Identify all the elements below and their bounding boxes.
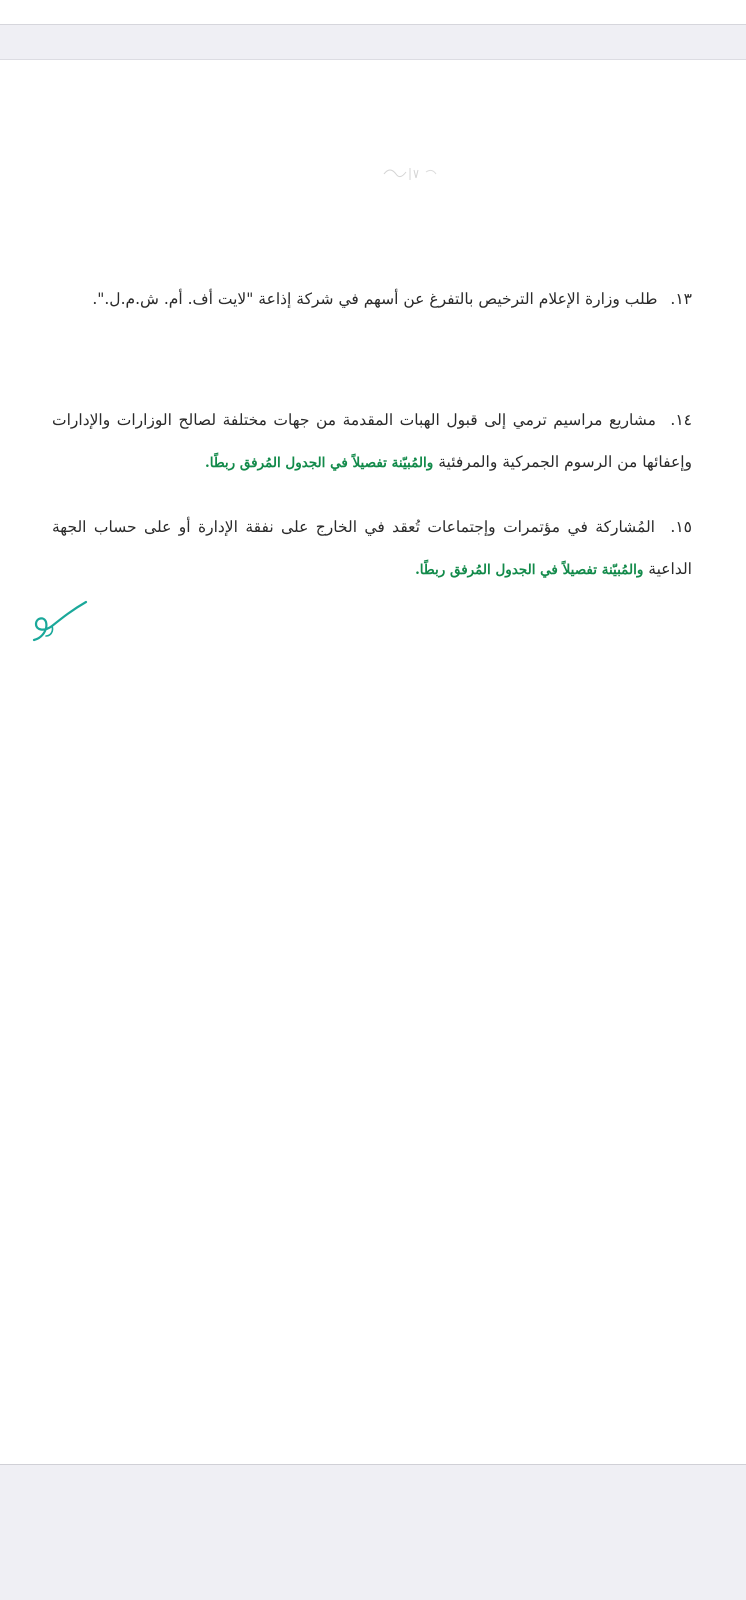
item-text: طلب وزارة الإعلام الترخيص بالتفرغ عن أسهم في شركة إذاعة "لايت أف. أم. ش.م.ل.".	[92, 290, 658, 308]
item-highlight: والمُبيّنة تفصيلاً في الجدول المُرفق ربطًا.	[415, 562, 644, 578]
item-text: مشاريع مراسيم ترمي إلى قبول الهبات المقدمة من جهات مختلفة لصالح الوزارات والإدارات وإعفائها من الرسوم الجمركية والمرفئية	[52, 411, 692, 471]
document-page	[0, 59, 746, 1465]
list-item-14	[52, 399, 692, 484]
item-number: ١٥.	[670, 518, 692, 536]
top-bar	[0, 0, 746, 25]
handwritten-signature	[28, 596, 92, 646]
item-number: ١٤.	[670, 411, 692, 429]
list-item-15	[52, 506, 692, 591]
list-item-13	[52, 278, 692, 320]
item-number: ١٣.	[670, 290, 692, 308]
viewer-gap	[0, 25, 746, 59]
faint-stamp-mark	[376, 156, 456, 186]
item-text: المُشاركة في مؤتمرات وإجتماعات تُعقد في الخارج على نفقة الإدارة أو على حساب الجهة الداعية	[52, 518, 692, 578]
item-highlight: والمُبيّنة تفصيلاً في الجدول المُرفق ربطًا.	[205, 455, 434, 471]
